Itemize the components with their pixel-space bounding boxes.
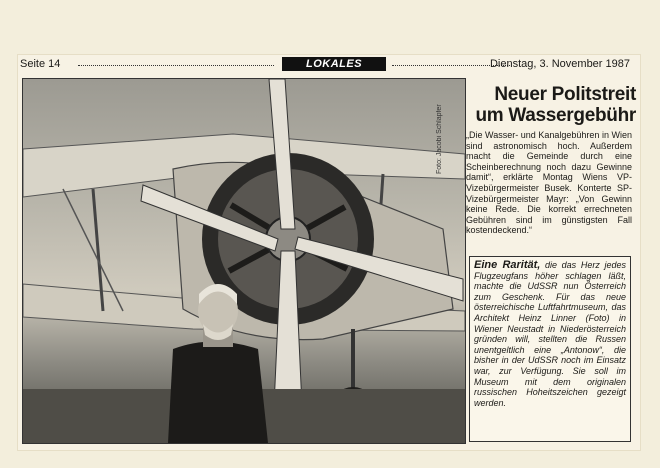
headline-line-2: um Wassergebühr (475, 105, 636, 126)
article-lead: Eine Rarität, (474, 259, 541, 271)
page-number: Seite 14 (20, 58, 61, 70)
header-rule-left (78, 65, 274, 66)
article-body-water-fees: „Die Wasser- und Kanalgebühren in Wien sind astronomisch hoch. Außerdem macht die Gemeinde durch eine Scheinberechnung noch dazu Gewinne damit“, erklärte Montag Wiens VP-Vizebürgermeister Busek. Konterte SP-Vizebürgermeister Mayr: „Von Gewinn keine Rede. Die korrekt errechneten Gebühren sind im günstigsten Fall kostendeckend.“ (466, 130, 632, 236)
article-text: die das Herz jedes Flugzeugfans höher schlagen läßt, machte die UdSSR nun Österreich zum Geschenk. Für das neue österreichische Luftfahrtmuseum, das Architekt Heinz Linner (Foto) in Wiener Neustadt in Niederösterreich gründen will, stellten die Russen unentgeltlich eine „Antonow“, die bisher in der UdSSR noch im Einsatz war, zur Verfügung. Sie soll im Museum mit dem originalen russischen Hoheitszeichen gezeigt werden. (474, 260, 626, 408)
article-headline (466, 84, 636, 126)
airplane-photo (22, 78, 466, 444)
section-label: LOKALES (282, 57, 386, 71)
photo-credit: Foto: Jacobi Schlapfer (436, 104, 443, 174)
page-header (20, 57, 632, 73)
article-body-rarity (469, 256, 631, 442)
photo-illustration (23, 79, 465, 443)
headline-line-1: Neuer Politstreit (494, 84, 636, 105)
issue-date: Dienstag, 3. November 1987 (489, 58, 630, 70)
